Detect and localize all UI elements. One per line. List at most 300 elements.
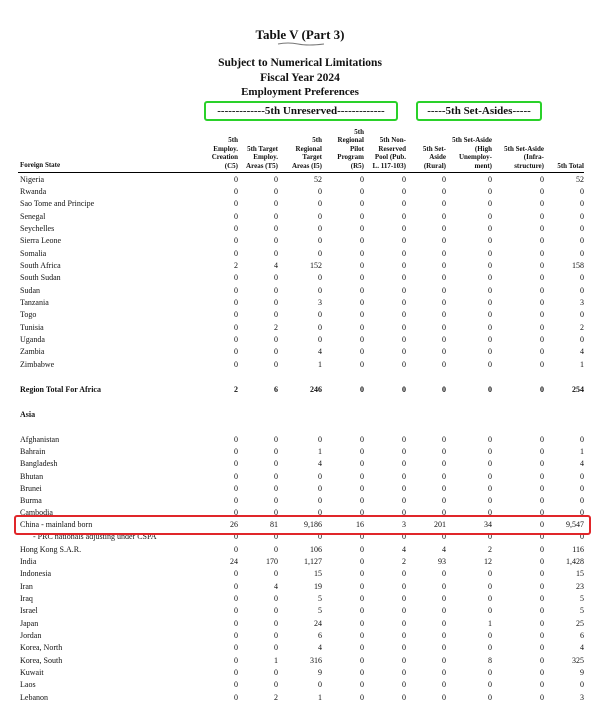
column-header-t5: 5th Target Employ. Areas (T5) <box>246 144 278 170</box>
cell-high-unemp: 0 <box>488 360 492 369</box>
foreign-state-name: Cambodia <box>20 508 53 517</box>
table-row <box>0 458 600 470</box>
cell-nonres: 0 <box>402 643 406 652</box>
table-row <box>0 223 600 235</box>
cell-rural: 0 <box>442 569 446 578</box>
cell-r5: 0 <box>360 298 364 307</box>
cell-t5: 0 <box>274 310 278 319</box>
cell-nonres: 0 <box>402 199 406 208</box>
cell-rural: 0 <box>442 582 446 591</box>
column-header-r5: 5th Regional Pilot Program (R5) <box>337 127 364 170</box>
cell-i5: 0 <box>318 496 322 505</box>
cell-nonres: 0 <box>402 631 406 640</box>
cell-rural: 0 <box>442 323 446 332</box>
cell-rural: 0 <box>442 199 446 208</box>
cell-rural: 0 <box>442 385 446 394</box>
foreign-state-name: Indonesia <box>20 569 52 578</box>
cell-total: 0 <box>580 236 584 245</box>
cell-rural: 0 <box>442 656 446 665</box>
cell-c5: 0 <box>234 187 238 196</box>
cell-high-unemp: 0 <box>488 335 492 344</box>
cell-t5: 0 <box>274 606 278 615</box>
cell-total: 0 <box>580 249 584 258</box>
table-row <box>0 495 600 507</box>
cell-high-unemp: 0 <box>488 606 492 615</box>
cell-high-unemp: 0 <box>488 594 492 603</box>
cell-nonres: 0 <box>402 606 406 615</box>
foreign-state-name: Lebanon <box>20 693 48 702</box>
table-row <box>0 642 600 654</box>
cell-r5: 0 <box>360 435 364 444</box>
column-header-c5: 5th Employ. Creation (C5) <box>211 136 238 170</box>
table-row <box>0 322 600 334</box>
cell-t5: 0 <box>274 545 278 554</box>
foreign-state-name: Zimbabwe <box>20 360 55 369</box>
cell-t5: 0 <box>274 224 278 233</box>
cell-rural: 0 <box>442 631 446 640</box>
cell-rural: 0 <box>442 212 446 221</box>
cell-nonres: 0 <box>402 435 406 444</box>
cell-infra: 0 <box>540 447 544 456</box>
column-header-infrastructure: 5th Set-Aside (Infra- structure) <box>504 144 544 170</box>
cell-c5: 0 <box>234 298 238 307</box>
china-row-highlight <box>14 515 591 535</box>
cell-nonres: 0 <box>402 261 406 270</box>
cell-nonres: 0 <box>402 668 406 677</box>
cell-high-unemp: 0 <box>488 447 492 456</box>
cell-high-unemp: 0 <box>488 496 492 505</box>
cell-total: 4 <box>580 347 584 356</box>
cell-t5: 0 <box>274 680 278 689</box>
cell-infra: 0 <box>540 643 544 652</box>
table-row <box>0 483 600 495</box>
cell-t5: 0 <box>274 496 278 505</box>
cell-c5: 0 <box>234 656 238 665</box>
foreign-state-name: Korea, South <box>20 656 63 665</box>
cell-t5: 6 <box>274 385 278 394</box>
region-total-row <box>0 384 600 396</box>
cell-nonres: 0 <box>402 286 406 295</box>
cell-t5: 0 <box>274 347 278 356</box>
cell-c5: 0 <box>234 668 238 677</box>
foreign-state-name: South Africa <box>20 261 61 270</box>
cell-infra: 0 <box>540 385 544 394</box>
cell-nonres: 3 <box>402 520 406 529</box>
cell-i5: 0 <box>318 273 322 282</box>
cell-c5: 0 <box>234 323 238 332</box>
cell-rural: 0 <box>442 261 446 270</box>
cell-c5: 0 <box>234 619 238 628</box>
cell-c5: 0 <box>234 693 238 702</box>
table-row <box>0 434 600 446</box>
cell-i5: 52 <box>314 175 322 184</box>
cell-nonres: 0 <box>402 224 406 233</box>
cell-total: 325 <box>572 656 584 665</box>
cell-r5: 0 <box>360 693 364 702</box>
cell-nonres: 0 <box>402 693 406 702</box>
cell-total: 4 <box>580 643 584 652</box>
cell-nonres: 0 <box>402 569 406 578</box>
cell-total: 3 <box>580 298 584 307</box>
cell-c5: 0 <box>234 582 238 591</box>
page-title: Table V (Part 3) <box>255 27 345 42</box>
cell-rural: 0 <box>442 532 446 541</box>
cell-t5: 0 <box>274 643 278 652</box>
foreign-state-name: Bahrain <box>20 447 46 456</box>
cell-t5: 0 <box>274 619 278 628</box>
cell-infra: 0 <box>540 656 544 665</box>
cell-r5: 0 <box>360 273 364 282</box>
cell-rural: 0 <box>442 435 446 444</box>
cell-i5: 316 <box>310 656 322 665</box>
cell-rural: 0 <box>442 606 446 615</box>
cell-c5: 0 <box>234 310 238 319</box>
cell-total: 0 <box>580 286 584 295</box>
cell-t5: 81 <box>270 520 278 529</box>
cell-t5: 0 <box>274 459 278 468</box>
cell-infra: 0 <box>540 484 544 493</box>
cell-nonres: 0 <box>402 472 406 481</box>
cell-t5: 0 <box>274 212 278 221</box>
cell-rural: 0 <box>442 249 446 258</box>
cell-rural: 0 <box>442 496 446 505</box>
cell-infra: 0 <box>540 532 544 541</box>
cell-nonres: 0 <box>402 175 406 184</box>
table-row <box>0 605 600 617</box>
foreign-state-name: Rwanda <box>20 187 47 196</box>
cell-i5: 3 <box>318 298 322 307</box>
cell-t5: 0 <box>274 484 278 493</box>
cell-rural: 0 <box>442 286 446 295</box>
cell-i5: 0 <box>318 680 322 689</box>
cell-i5: 106 <box>310 545 322 554</box>
cell-c5: 0 <box>234 236 238 245</box>
cell-total: 0 <box>580 680 584 689</box>
column-header-rural: 5th Set- Aside (Rural) <box>422 144 446 170</box>
cell-infra: 0 <box>540 175 544 184</box>
cell-c5: 0 <box>234 472 238 481</box>
cell-c5: 0 <box>234 435 238 444</box>
cell-infra: 0 <box>540 545 544 554</box>
cell-infra: 0 <box>540 261 544 270</box>
table-row <box>0 174 600 186</box>
cell-high-unemp: 0 <box>488 532 492 541</box>
cell-total: 23 <box>576 582 584 591</box>
cell-nonres: 0 <box>402 484 406 493</box>
cell-r5: 0 <box>360 668 364 677</box>
cell-i5: 0 <box>318 224 322 233</box>
cell-total: 6 <box>580 631 584 640</box>
cell-high-unemp: 12 <box>484 557 492 566</box>
foreign-state-name: Jordan <box>20 631 42 640</box>
cell-total: 3 <box>580 693 584 702</box>
cell-total: 254 <box>572 385 584 394</box>
column-header-non-reserved: 5th Non- Reserved Pool (Pub. L. 117-103) <box>372 136 406 170</box>
foreign-state-name: Kuwait <box>20 668 44 677</box>
foreign-state-name: Sao Tome and Principe <box>20 199 95 208</box>
foreign-state-name: Afghanistan <box>20 435 60 444</box>
cell-rural: 0 <box>442 472 446 481</box>
cell-i5: 9 <box>318 668 322 677</box>
cell-high-unemp: 0 <box>488 273 492 282</box>
cell-high-unemp: 0 <box>488 236 492 245</box>
cell-t5: 0 <box>274 187 278 196</box>
cell-total: 0 <box>580 199 584 208</box>
cell-i5: 4 <box>318 459 322 468</box>
cell-r5: 0 <box>360 199 364 208</box>
cell-high-unemp: 0 <box>488 459 492 468</box>
cell-i5: 0 <box>318 484 322 493</box>
foreign-state-name: Sudan <box>20 286 40 295</box>
cell-i5: 1 <box>318 447 322 456</box>
cell-i5: 0 <box>318 310 322 319</box>
cell-c5: 0 <box>234 360 238 369</box>
cell-high-unemp: 0 <box>488 680 492 689</box>
cell-i5: 24 <box>314 619 322 628</box>
cell-c5: 2 <box>234 261 238 270</box>
foreign-state-name: Sierra Leone <box>20 236 62 245</box>
cell-c5: 0 <box>234 199 238 208</box>
cell-r5: 0 <box>360 360 364 369</box>
cell-i5: 0 <box>318 532 322 541</box>
foreign-state-name: Hong Kong S.A.R. <box>20 545 82 554</box>
cell-nonres: 0 <box>402 385 406 394</box>
cell-c5: 0 <box>234 594 238 603</box>
cell-total: 4 <box>580 459 584 468</box>
cell-c5: 0 <box>234 335 238 344</box>
cell-i5: 0 <box>318 472 322 481</box>
foreign-state-name: Korea, North <box>20 643 63 652</box>
cell-infra: 0 <box>540 631 544 640</box>
cell-nonres: 0 <box>402 594 406 603</box>
foreign-state-name: China - mainland born <box>20 520 93 529</box>
cell-r5: 0 <box>360 619 364 628</box>
group-unreserved-header: -------------5th Unreserved------------- <box>204 101 398 121</box>
foreign-state-name: Region Total For Africa <box>20 385 101 394</box>
cell-c5: 0 <box>234 347 238 356</box>
cell-high-unemp: 2 <box>488 545 492 554</box>
table-row <box>0 297 600 309</box>
foreign-state-name: - PRC nationals adjusting under CSPA <box>33 532 157 541</box>
table-row <box>0 655 600 667</box>
table-row <box>0 272 600 284</box>
cell-high-unemp: 0 <box>488 212 492 221</box>
cell-nonres: 0 <box>402 680 406 689</box>
cell-nonres: 0 <box>402 323 406 332</box>
foreign-state-name: Laos <box>20 680 36 689</box>
cell-high-unemp: 1 <box>488 619 492 628</box>
foreign-state-name: Tunisia <box>20 323 44 332</box>
cell-i5: 4 <box>318 347 322 356</box>
cell-c5: 24 <box>230 557 238 566</box>
cell-high-unemp: 0 <box>488 286 492 295</box>
cell-t5: 0 <box>274 273 278 282</box>
cell-r5: 0 <box>360 594 364 603</box>
cell-r5: 0 <box>360 347 364 356</box>
cell-c5: 0 <box>234 212 238 221</box>
cell-rural: 0 <box>442 187 446 196</box>
cell-rural: 0 <box>442 668 446 677</box>
cell-r5: 0 <box>360 459 364 468</box>
cell-infra: 0 <box>540 680 544 689</box>
table-row <box>0 248 600 260</box>
cell-infra: 0 <box>540 582 544 591</box>
cell-infra: 0 <box>540 249 544 258</box>
cell-c5: 0 <box>234 643 238 652</box>
cell-r5: 0 <box>360 582 364 591</box>
cell-t5: 0 <box>274 447 278 456</box>
cell-high-unemp: 0 <box>488 472 492 481</box>
cell-rural: 0 <box>442 619 446 628</box>
cell-c5: 0 <box>234 224 238 233</box>
cell-i5: 19 <box>314 582 322 591</box>
cell-infra: 0 <box>540 496 544 505</box>
region-section-heading <box>0 409 600 421</box>
table-row <box>0 692 600 704</box>
cell-total: 52 <box>576 175 584 184</box>
cell-rural: 0 <box>442 459 446 468</box>
cell-i5: 0 <box>318 236 322 245</box>
foreign-state-name: Israel <box>20 606 38 615</box>
cell-nonres: 0 <box>402 187 406 196</box>
cell-r5: 0 <box>360 447 364 456</box>
cell-t5: 170 <box>266 557 278 566</box>
cell-nonres: 4 <box>402 545 406 554</box>
cell-infra: 0 <box>540 286 544 295</box>
cell-infra: 0 <box>540 435 544 444</box>
cell-r5: 0 <box>360 557 364 566</box>
cell-high-unemp: 0 <box>488 323 492 332</box>
cell-high-unemp: 0 <box>488 298 492 307</box>
cell-total: 0 <box>580 224 584 233</box>
cell-total: 1 <box>580 447 584 456</box>
cell-high-unemp: 0 <box>488 261 492 270</box>
cell-i5: 0 <box>318 249 322 258</box>
cell-c5: 0 <box>234 508 238 517</box>
cell-rural: 201 <box>434 520 446 529</box>
cell-t5: 0 <box>274 360 278 369</box>
cell-rural: 0 <box>442 175 446 184</box>
cell-rural: 0 <box>442 447 446 456</box>
cell-t5: 0 <box>274 175 278 184</box>
cell-c5: 0 <box>234 606 238 615</box>
cell-t5: 2 <box>274 693 278 702</box>
foreign-state-name: Uganda <box>20 335 45 344</box>
table-subtitle: Subject to Numerical Limitations <box>218 57 382 69</box>
cell-total: 2 <box>580 323 584 332</box>
cell-high-unemp: 0 <box>488 668 492 677</box>
cell-i5: 0 <box>318 286 322 295</box>
table-row <box>0 593 600 605</box>
foreign-state-name: Asia <box>20 410 36 419</box>
cell-nonres: 0 <box>402 447 406 456</box>
foreign-state-name: Togo <box>20 310 37 319</box>
cell-t5: 0 <box>274 335 278 344</box>
cell-total: 25 <box>576 619 584 628</box>
cell-infra: 0 <box>540 508 544 517</box>
cell-total: 9,547 <box>566 520 584 529</box>
table-row <box>0 285 600 297</box>
cell-infra: 0 <box>540 569 544 578</box>
cell-rural: 0 <box>442 298 446 307</box>
cell-high-unemp: 34 <box>484 520 492 529</box>
cell-i5: 0 <box>318 508 322 517</box>
cell-i5: 4 <box>318 643 322 652</box>
cell-r5: 0 <box>360 484 364 493</box>
cell-high-unemp: 0 <box>488 347 492 356</box>
cell-c5: 0 <box>234 569 238 578</box>
cell-r5: 0 <box>360 212 364 221</box>
cell-r5: 0 <box>360 236 364 245</box>
cell-nonres: 0 <box>402 310 406 319</box>
cell-total: 15 <box>576 569 584 578</box>
cell-infra: 0 <box>540 594 544 603</box>
cell-t5: 2 <box>274 323 278 332</box>
cell-t5: 0 <box>274 594 278 603</box>
cell-high-unemp: 0 <box>488 569 492 578</box>
cell-t5: 0 <box>274 286 278 295</box>
cell-i5: 0 <box>318 212 322 221</box>
cell-nonres: 0 <box>402 273 406 282</box>
cell-infra: 0 <box>540 199 544 208</box>
table-row <box>0 618 600 630</box>
cell-total: 5 <box>580 606 584 615</box>
cell-infra: 0 <box>540 347 544 356</box>
cell-r5: 0 <box>360 496 364 505</box>
cell-infra: 0 <box>540 472 544 481</box>
cell-nonres: 0 <box>402 582 406 591</box>
cell-high-unemp: 0 <box>488 187 492 196</box>
cell-r5: 0 <box>360 175 364 184</box>
cell-total: 158 <box>572 261 584 270</box>
table-row <box>0 568 600 580</box>
table-row <box>0 235 600 247</box>
table-row <box>0 260 600 272</box>
cell-r5: 0 <box>360 643 364 652</box>
cell-high-unemp: 0 <box>488 582 492 591</box>
cell-t5: 0 <box>274 199 278 208</box>
table-row <box>0 346 600 358</box>
cell-infra: 0 <box>540 606 544 615</box>
cell-t5: 0 <box>274 435 278 444</box>
foreign-state-name: Nigeria <box>20 175 44 184</box>
cell-high-unemp: 0 <box>488 508 492 517</box>
table-row <box>0 544 600 556</box>
cell-rural: 0 <box>442 508 446 517</box>
table-row <box>0 309 600 321</box>
cell-infra: 0 <box>540 273 544 282</box>
cell-total: 0 <box>580 484 584 493</box>
cell-nonres: 0 <box>402 532 406 541</box>
cell-i5: 0 <box>318 323 322 332</box>
cell-r5: 0 <box>360 508 364 517</box>
cell-t5: 0 <box>274 508 278 517</box>
cell-t5: 0 <box>274 532 278 541</box>
cell-rural: 0 <box>442 273 446 282</box>
cell-rural: 0 <box>442 310 446 319</box>
table-row <box>0 630 600 642</box>
cell-t5: 0 <box>274 631 278 640</box>
foreign-state-name: Seychelles <box>20 224 55 233</box>
cell-infra: 0 <box>540 298 544 307</box>
cell-c5: 0 <box>234 631 238 640</box>
cell-total: 0 <box>580 212 584 221</box>
cell-infra: 0 <box>540 236 544 245</box>
cell-i5: 0 <box>318 199 322 208</box>
cell-high-unemp: 0 <box>488 199 492 208</box>
cell-c5: 0 <box>234 680 238 689</box>
cell-high-unemp: 0 <box>488 693 492 702</box>
